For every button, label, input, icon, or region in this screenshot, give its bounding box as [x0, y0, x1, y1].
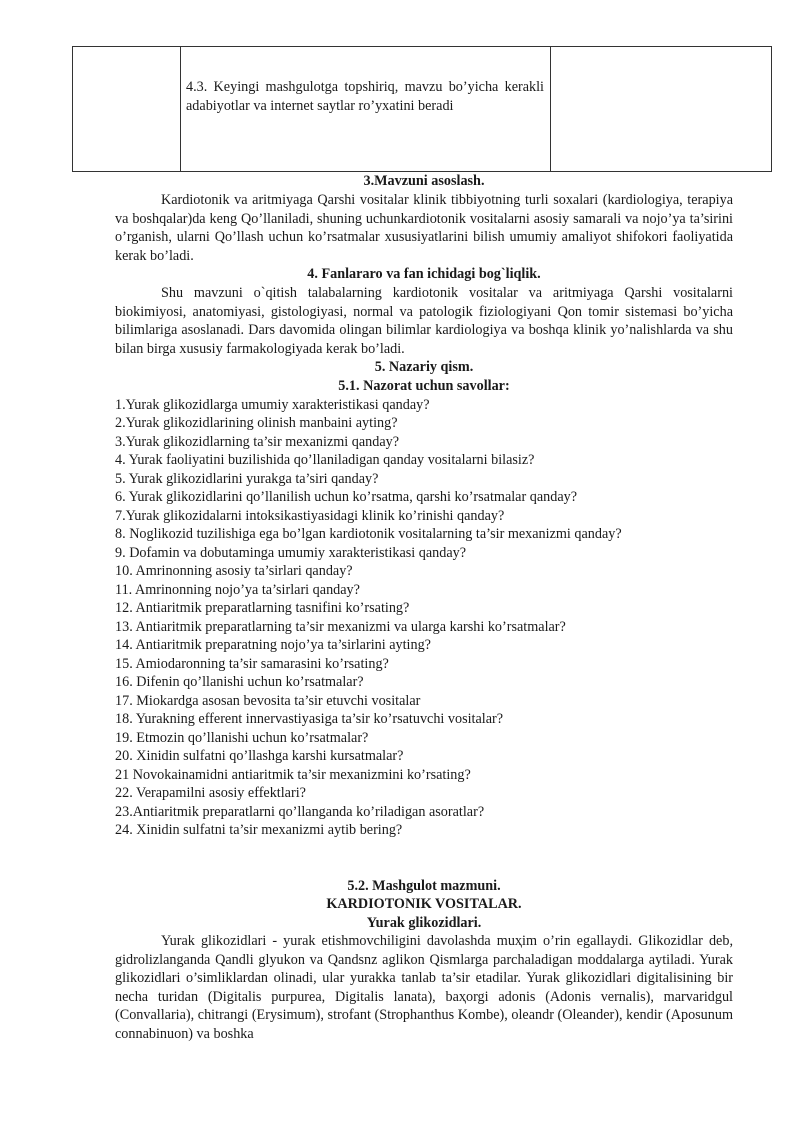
topic-subtitle: Yurak glikozidlari.	[366, 915, 482, 931]
question-item: 14. Antiaritmik preparatning nojo’ya ta’sirlarini ayting?	[115, 637, 431, 653]
section-5-heading: 5. Nazariy qism.	[374, 359, 474, 375]
question-item: 16. Difenin qo’llanishi uchun ko’rsatmalar?	[115, 674, 364, 690]
section-4-heading: 4. Fanlararo va fan ichidagi bog`liqlik.	[307, 266, 541, 282]
question-item: 19. Etmozin qo’llanishi uchun ko’rsatmalar?	[115, 730, 369, 746]
question-item: 7.Yurak glikozidalarni intoksikastiyasidagi klinik ko’rinishi qanday?	[115, 508, 505, 524]
section-3-paragraph: Kardiotonik va aritmiyaga Qarshi vositalar klinik tibbiyotning turli soxalari (kardiologiya, terapiya va boshqalar)da keng Qo’llaniladi, shuning uchunkardiotonik vositalarni asosiy samarali va nojo’ya ta’sirini o’rganish, ularni Qo’llash uchun ko’rsatmalar xususiyatlarini bilish umumiy amaliyot shifokori faoliyatida kerak bo’ladi.	[115, 192, 733, 264]
question-item: 15. Amiodaronning ta’sir samarasini ko’rsating?	[115, 656, 389, 672]
question-item: 10. Amrinonning asosiy ta’sirlari qanday?	[115, 563, 353, 579]
table-cell-task	[180, 47, 551, 171]
question-item: 4. Yurak faoliyatini buzilishida qo’llaniladigan qanday vositalarni bilasiz?	[115, 452, 535, 468]
table-cell-text: 4.3. Keyingi mashgulotga topshiriq, mavzu bo’yicha kerakli adabiyotlar va internet saytlar ro’yxatini beradi	[186, 79, 544, 114]
question-item: 20. Xinidin sulfatni qo’llashga karshi kursatmalar?	[115, 748, 404, 764]
question-item: 24. Xinidin sulfatni ta’sir mexanizmi aytib bering?	[115, 822, 403, 838]
question-item: 18. Yurakning efferent innervastiyasiga ta’sir ko’rsatuvchi vositalar?	[115, 711, 504, 727]
question-item: 22. Verapamilni asosiy effektlari?	[115, 785, 306, 801]
section-3-heading: 3.Mavzuni asoslash.	[363, 173, 485, 189]
table-cell-empty-left	[73, 47, 181, 171]
question-item: 9. Dofamin va dobutaminga umumiy xarakteristikasi qanday?	[115, 545, 467, 561]
plan-table-fragment	[72, 46, 772, 172]
question-item: 11. Amrinonning nojo’ya ta’sirlari qanday?	[115, 582, 360, 598]
question-item: 13. Antiaritmik preparatlarning ta’sir mexanizmi va ularga karshi ko’rsatmalar?	[115, 619, 566, 635]
question-item: 6. Yurak glikozidlarini qo’llanilish uchun ko’rsatma, qarshi ko’rsatmalar qanday?	[115, 489, 578, 505]
question-item: 23.Antiaritmik preparatlarni qo’llanganda ko’riladigan asoratlar?	[115, 804, 485, 820]
question-item: 21 Novokainamidni antiaritmik ta’sir mexanizmini ko’rsating?	[115, 767, 471, 783]
section-5-2-heading: 5.2. Mashgulot mazmuni.	[347, 878, 501, 894]
question-item: 12. Antiaritmik preparatlarning tasnifini ko’rsating?	[115, 600, 410, 616]
question-item: 2.Yurak glikozidlarining olinish manbaini ayting?	[115, 415, 398, 431]
question-item: 8. Noglikozid tuzilishiga ega bo’lgan kardiotonik vositalarning ta’sir mexanizmi qanday?	[115, 526, 622, 542]
table-cell-empty-right	[551, 47, 771, 171]
question-item: 1.Yurak glikozidlarga umumiy xarakteristikasi qanday?	[115, 397, 430, 413]
question-item: 3.Yurak glikozidlarning ta’sir mexanizmi qanday?	[115, 434, 400, 450]
section-5-2-paragraph: Yurak glikozidlari - yurak etishmovchiligini davolashda muҳim o’rin egallaydi. Glikozidlar deb, gidrolizlanganda Qandli glyukon va Qandsnz aglikon Qismlarga parchaladigan moddalarga aytiladi. Yurak glikozidlari o’simliklardan olinadi, ular yurakka tanlab ta’sir etadilar. Yurak glikozidlari digitalisining bir necha turidan (Digitalis purpurea, Digitalis lanata), baҳorgi adonis (Adonis vernalis), marvaridgul (Convallaria), chitrangi (Erysimum), strofant (Strophanthus Kombe), oleandr (Oleander), kendir (Aposunum connabinuon) va boshka	[115, 933, 733, 1042]
control-questions-heading: 5.1. Nazorat uchun savollar:	[338, 378, 510, 394]
section-4-paragraph: Shu mavzuni o`qitish talabalarning kardiotonik vositalar va aritmiyaga Qarshi vositalarni biokimiyosi, anatomiyasi, gistologiyasi, normal va patologik fiziologiyani Qon tomir sistemasi bo’yicha bilimlariga asoslanadi. Dars davomida olingan bilimlar kardiologiya va boshqa klinik yo’nalishlarda va shu bilan birga xususiy farmakologiyada kerak bo’ladi.	[115, 285, 733, 357]
question-item: 5. Yurak glikozidlarini yurakga ta’siri qanday?	[115, 471, 379, 487]
question-item: 17. Miokardga asosan bevosita ta’sir etuvchi vositalar	[115, 693, 421, 709]
topic-title: KARDIOTONIK VOSITALAR.	[326, 896, 522, 912]
